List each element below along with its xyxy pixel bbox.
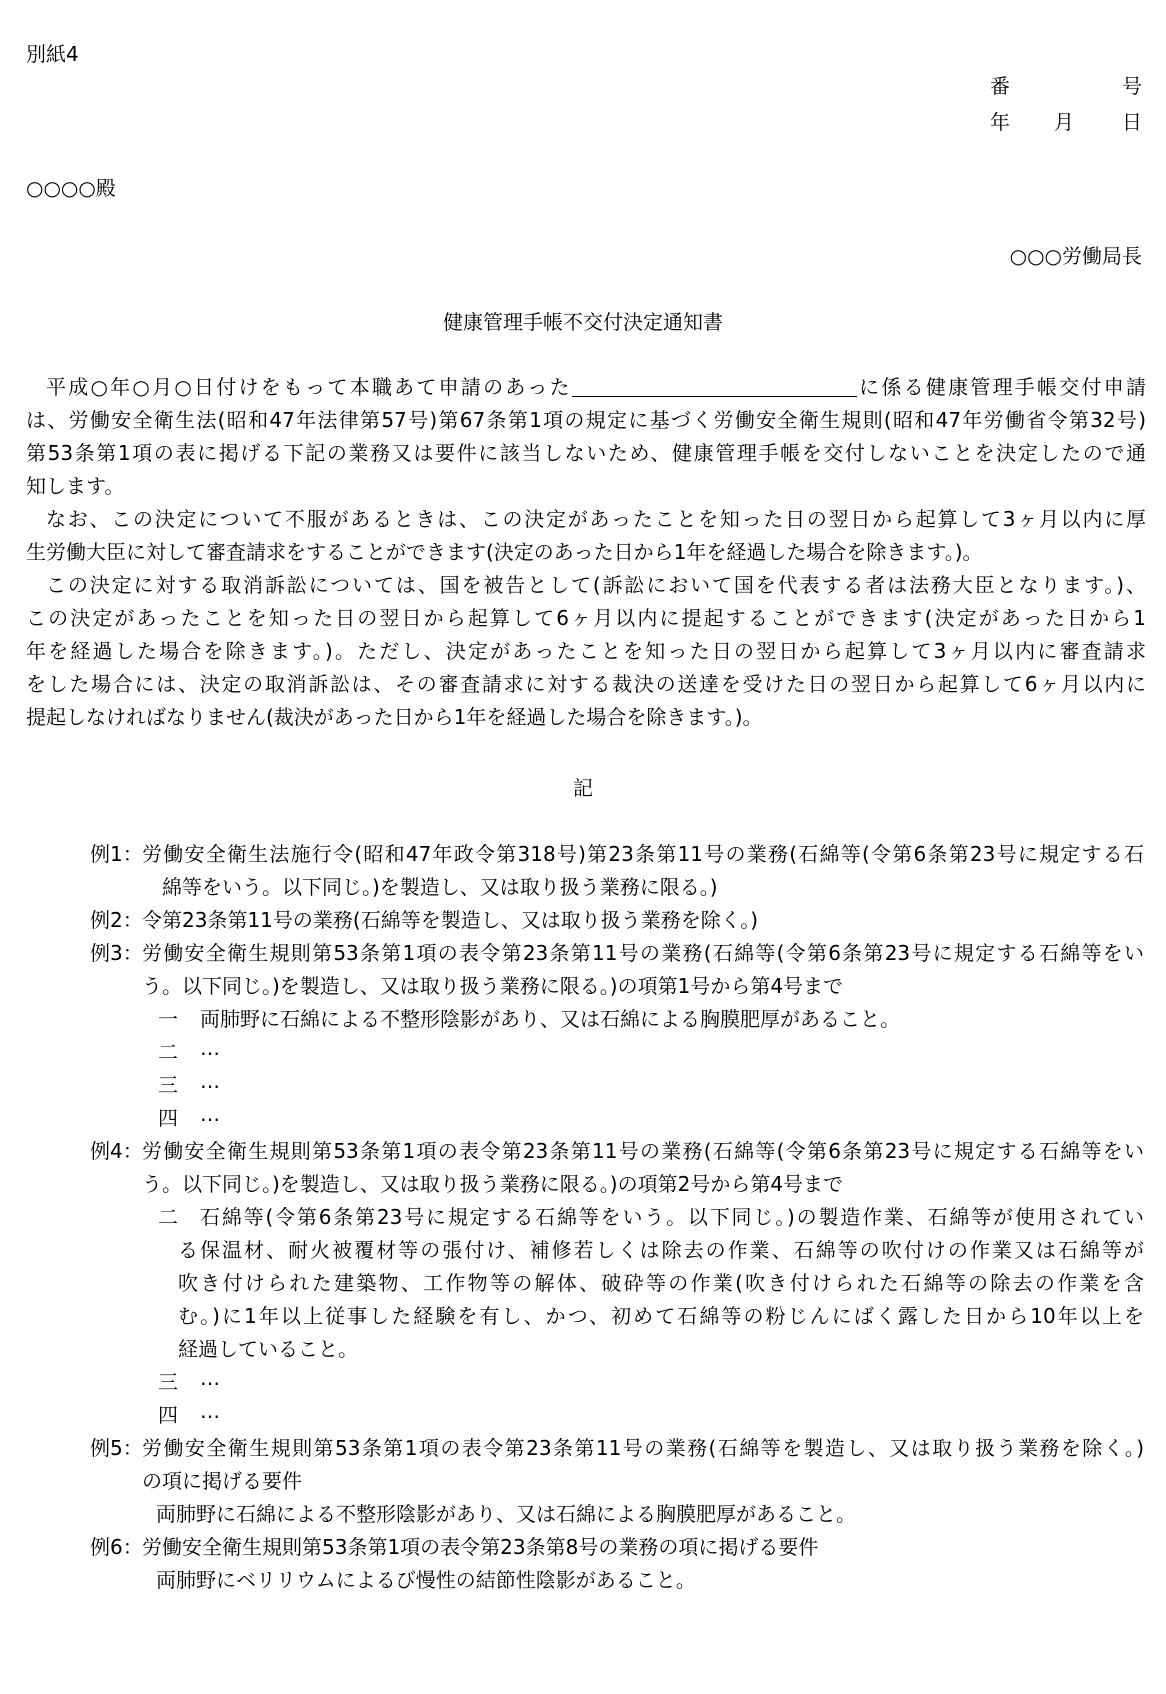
- list-item-text: 吹き付けられた建築物、工作物等の解体、破砕等の作業(吹き付けられた石綿等の除去の作業を含: [178, 1271, 1144, 1295]
- paragraph-1-line: 知します。: [26, 474, 125, 498]
- list-item-text: む。)に1年以上従事した経験を有し、かつ、初めて石綿等の粉じんにばく露した日から10年以上を: [178, 1304, 1144, 1328]
- list-item-text: …: [200, 1036, 220, 1060]
- example-label: 例6：: [90, 1535, 143, 1559]
- applicant-blank: [572, 374, 857, 397]
- p1-before-blank: 平成○年○月○日付けをもって本職あて申請のあった: [46, 375, 572, 399]
- list-item-text: る保温材、耐火被覆材等の張付け、補修若しくは除去の作業、石綿等の吹付けの作業又は石綿等が: [178, 1238, 1144, 1262]
- date-label: [990, 106, 1142, 135]
- example-label: 例5：: [90, 1436, 143, 1460]
- list-item-text: …: [200, 1069, 220, 1093]
- document-title: 健康管理手帳不交付決定通知書: [443, 310, 723, 334]
- example-2-line: 令第23条第11号の業務(石綿等を製造し、又は取り扱う業務を除く。): [142, 908, 759, 932]
- list-item-text: …: [200, 1102, 220, 1126]
- list-item-number: 一: [158, 1007, 178, 1031]
- paragraph-1-line: 第53条第1項の表に掲げる下記の業務又は要件に該当しないため、健康管理手帳を交付しないことを決定したので通: [26, 441, 1146, 465]
- number-label-part: 番: [990, 74, 1010, 98]
- date-label-month: 月: [1054, 110, 1074, 134]
- example-6-line: 労働安全衛生規則第53条第1項の表令第23条第8号の業務の項に掲げる要件: [142, 1535, 819, 1559]
- example-label: 例3：: [90, 941, 143, 965]
- example-4-line: う。以下同じ。)を製造し、又は取り扱う業務に限る。)の項第2号から第4号まで: [142, 1172, 844, 1196]
- paragraph-3-line: 年を経過した場合を除きます。)。ただし、決定があったことを知った日の翌日から起算して3ヶ月以内に審査請求: [26, 639, 1146, 663]
- p1-after-blank: に係る健康管理手帳交付申請: [856, 375, 1146, 399]
- example-1-line: 綿等をいう。以下同じ。)を製造し、又は取り扱う業務に限る。): [162, 875, 718, 899]
- paragraph-3-line: 提起しなければなりません(裁決があった日から1年を経過した場合を除きます。)。: [26, 705, 763, 729]
- issuer: ○○○労働局長: [1009, 244, 1142, 268]
- paragraph-3-line: この決定に対する取消訴訟については、国を被告として(訴訟において国を代表する者は法務大臣となります。)、: [46, 573, 1146, 597]
- paragraph-1-line: は、労働安全衛生法(昭和47年法律第57号)第67条第1項の規定に基づく労働安全衛生規則(昭和47年労働省令第32号): [26, 408, 1146, 432]
- paragraph-1-line: [26, 371, 1146, 403]
- list-item-number: 四: [158, 1403, 178, 1427]
- paragraph-2-line: 生労働大臣に対して審査請求をすることができます(決定のあった日から1年を経過した場合を除きます。)。: [26, 540, 983, 564]
- example-3-line: う。以下同じ。)を製造し、又は取り扱う業務に限る。)の項第1号から第4号まで: [142, 974, 844, 998]
- list-item-number: 四: [158, 1106, 178, 1130]
- list-item-text: …: [200, 1399, 220, 1423]
- number-label: [990, 70, 1142, 99]
- example-5-line: 労働安全衛生規則第53条第1項の表令第23条第11号の業務(石綿等を製造し、又は取り扱う業務を除く。): [142, 1436, 1144, 1460]
- ki-heading: 記: [573, 776, 593, 800]
- paragraph-3-line: この決定があったことを知った日の翌日から起算して6ヶ月以内に提起することができます(決定があった日から1: [26, 606, 1146, 630]
- example-1-line: 労働安全衛生法施行令(昭和47年政令第318号)第23条第11号の業務(石綿等(令第6条第23号に規定する石: [142, 842, 1144, 866]
- example-3-line: 労働安全衛生規則第53条第1項の表令第23条第11号の業務(石綿等(令第6条第23号に規定する石綿等をい: [142, 941, 1144, 965]
- date-label-year: 年: [990, 110, 1010, 134]
- example-label: 例2：: [90, 908, 143, 932]
- list-item-number: 二: [158, 1205, 178, 1229]
- list-item-number: 三: [158, 1073, 178, 1097]
- list-item-text: 両肺野に石綿による不整形陰影があり、又は石綿による胸膜肥厚があること。: [200, 1007, 900, 1031]
- example-4-line: 労働安全衛生規則第53条第1項の表令第23条第11号の業務(石綿等(令第6条第23号に規定する石綿等をい: [142, 1139, 1144, 1163]
- addressee: ○○○○殿: [26, 176, 116, 200]
- example-label: 例4：: [90, 1139, 143, 1163]
- list-item-text: …: [200, 1366, 220, 1390]
- example-6-line: 両肺野にベリリウムによるび慢性の結節性陰影があること。: [156, 1568, 696, 1592]
- attachment-label: 別紙4: [26, 42, 79, 66]
- number-label-part: 号: [1122, 74, 1142, 98]
- paragraph-2-line: なお、この決定について不服があるときは、この決定があったことを知った日の翌日から起算して3ヶ月以内に厚: [46, 507, 1146, 531]
- list-item-text: 石綿等(令第6条第23号に規定する石綿等をいう。以下同じ。)の製造作業、石綿等が使用されてい: [200, 1205, 1144, 1229]
- example-5-line: 両肺野に石綿による不整形陰影があり、又は石綿による胸膜肥厚があること。: [156, 1502, 856, 1526]
- list-item-number: 二: [158, 1040, 178, 1064]
- example-label: 例1：: [90, 842, 143, 866]
- example-5-line: の項に掲げる要件: [142, 1469, 302, 1493]
- paragraph-3-line: をした場合には、決定の取消訴訟は、その審査請求に対する裁決の送達を受けた日の翌日から起算して6ヶ月以内に: [26, 672, 1146, 696]
- list-item-number: 三: [158, 1370, 178, 1394]
- list-item-text: 経過していること。: [178, 1337, 358, 1361]
- date-label-day: 日: [1122, 110, 1142, 134]
